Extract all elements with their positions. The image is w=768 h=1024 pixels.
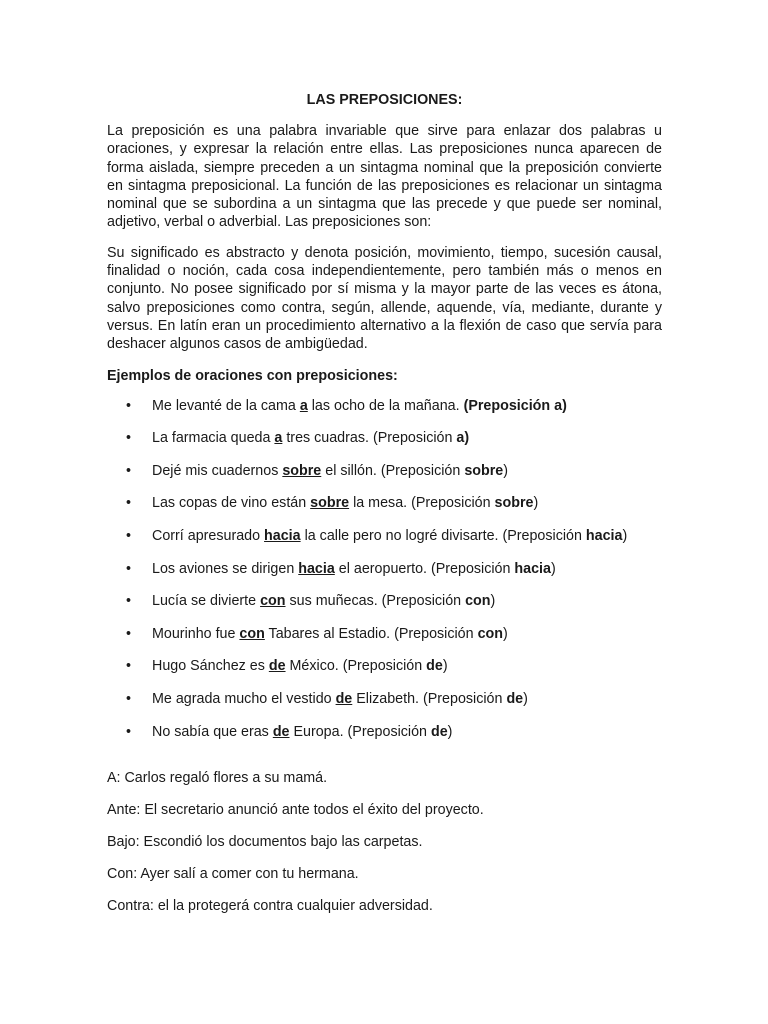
simple-example: A: Carlos regaló flores a su mamá. [107,770,328,787]
preposition-note-word: hacia [514,560,551,577]
example-text: México. [285,658,343,675]
example-text: Hugo Sánchez es [152,658,269,675]
preposition-keyword: de [272,723,290,740]
preposition-note: (Preposición [342,658,427,675]
bullet-icon: • [126,658,132,675]
examples-heading: Ejemplos de oraciones con preposiciones: [107,367,398,384]
example-text: La farmacia queda [152,430,275,447]
preposition-note-close: ) [503,462,509,479]
preposition-keyword: de [268,658,286,675]
preposition-note-word: de [430,723,448,740]
example-text: Elizabeth. [352,690,423,707]
preposition-keyword: a [274,430,283,447]
example-text: Europa. [289,723,348,740]
preposition-note: (Preposición [380,462,465,479]
bullet-icon: • [126,430,132,447]
preposition-note-close: ) [442,658,448,675]
bullet-icon: • [126,723,132,740]
page-title: LAS PREPOSICIONES: [306,92,463,108]
example-text: Tabares al Estadio. [264,625,395,642]
meaning-paragraph: Su significado es abstracto y denota posición, movimiento, tiempo, sucesión causal, finalidad o noción, cada cosa independientemente, pero también más o menos en conjunto. No posee significado por sí misma y la mayor parte de las veces es átona, salvo preposiciones como contra, según, allende, aquende, vía, mediante, durante y versus. En latín eran un procedimiento alternativo a la flexión de caso que servía para deshacer algunos casos de ambigüedad. [107,244,662,353]
example-text: Me agrada mucho el vestido [152,690,336,707]
simple-example: Contra: el la protegerá contra cualquier adversidad. [107,898,433,915]
example-text: Los aviones se dirigen [152,560,299,577]
preposition-note-close: ) [447,723,453,740]
list-item [107,689,662,722]
preposition-note: (Preposición [394,625,478,642]
preposition-note: (Preposición [502,527,586,544]
simple-example: Ante: El secretario anunció ante todos el éxito del proyecto. [107,802,484,819]
example-text: el sillón. [321,462,381,479]
bullet-icon: • [126,560,132,577]
list-item [107,396,662,429]
preposition-note: (Preposición [411,495,495,512]
example-text: sus muñecas. [285,593,382,610]
list-item [107,493,662,526]
preposition-note-word: de [506,690,524,707]
simple-example: Con: Ayer salí a comer con tu hermana. [107,866,359,883]
preposition-note-close: ) [523,690,528,707]
preposition-note-close: ) [533,495,539,512]
example-text: la calle pero no logré divisarte. [300,527,503,544]
example-text: el aeropuerto. [334,560,431,577]
list-item [107,722,662,755]
bullet-icon: • [126,527,132,544]
preposition-keyword: a [299,397,308,414]
example-text: las ocho de la mañana. [307,397,464,414]
list-item [107,591,662,624]
list-item [107,526,662,559]
example-text: Mourinho fue [152,625,240,642]
example-text: Me levanté de la cama [152,397,300,414]
preposition-keyword: de [335,690,353,707]
preposition-note-word: sobre [494,495,534,512]
preposition-note-close: ) [502,625,508,642]
intro-paragraph: La preposición es una palabra invariable que sirve para enlazar dos palabras u oraciones, y expresar la relación entre ellas. Las preposiciones nunca aparecen de forma aislada, siempre preceden a un sintagma nominal que la preposición convierte en sintagma preposicional. La función de las preposiciones es relacionar un sintagma nominal que se subordina a un sintagma que las precede y que puede ser nominal, adjetivo, verbal o adverbial. Las preposiciones son: [107,123,662,231]
bullet-icon: • [126,462,132,479]
preposition-note-close: ) [622,527,628,544]
preposition-note-word: de [426,658,443,675]
preposition-keyword: hacia [298,560,335,577]
bullet-icon: • [126,625,132,642]
list-item [107,656,662,689]
preposition-note: (Preposición [423,690,507,707]
bullet-icon: • [126,690,132,707]
preposition-keyword: hacia [264,527,301,544]
list-item [107,461,662,494]
example-text: Dejé mis cuadernos [152,462,283,479]
example-text: No sabía que eras [152,723,273,740]
example-text: Lucía se divierte [152,593,261,610]
list-item [107,624,662,657]
example-text: Corrí apresurado [152,527,265,544]
preposition-note: (Preposición [381,593,466,610]
bullet-icon: • [126,495,132,512]
list-item [107,428,662,461]
preposition-note-word: con [477,625,503,642]
preposition-note-word: a) [456,430,470,447]
bullet-icon: • [126,593,132,610]
preposition-keyword: con [239,625,265,642]
example-text: la mesa. [349,495,412,512]
preposition-note: (Preposición [430,560,515,577]
preposition-keyword: sobre [310,495,350,512]
preposition-note-word: sobre [464,462,504,479]
example-text: Las copas de vino están [152,495,311,512]
list-item [107,559,662,592]
bullet-icon: • [126,397,132,414]
preposition-note-close: ) [550,560,556,577]
document-page [107,90,662,928]
preposition-note-word: hacia [585,527,623,544]
preposition-note-close: ) [490,593,496,610]
preposition-keyword: con [260,593,286,610]
examples-list [107,396,662,755]
simple-example: Bajo: Escondió los documentos bajo las carpetas. [107,834,423,851]
preposition-note: (Preposición [372,430,457,447]
example-text: tres cuadras. [282,430,373,447]
section-spacer [107,754,662,768]
preposition-note: (Preposición [347,723,431,740]
preposition-note: (Preposición a) [463,397,567,414]
preposition-note-word: con [465,593,491,610]
preposition-keyword: sobre [282,462,322,479]
